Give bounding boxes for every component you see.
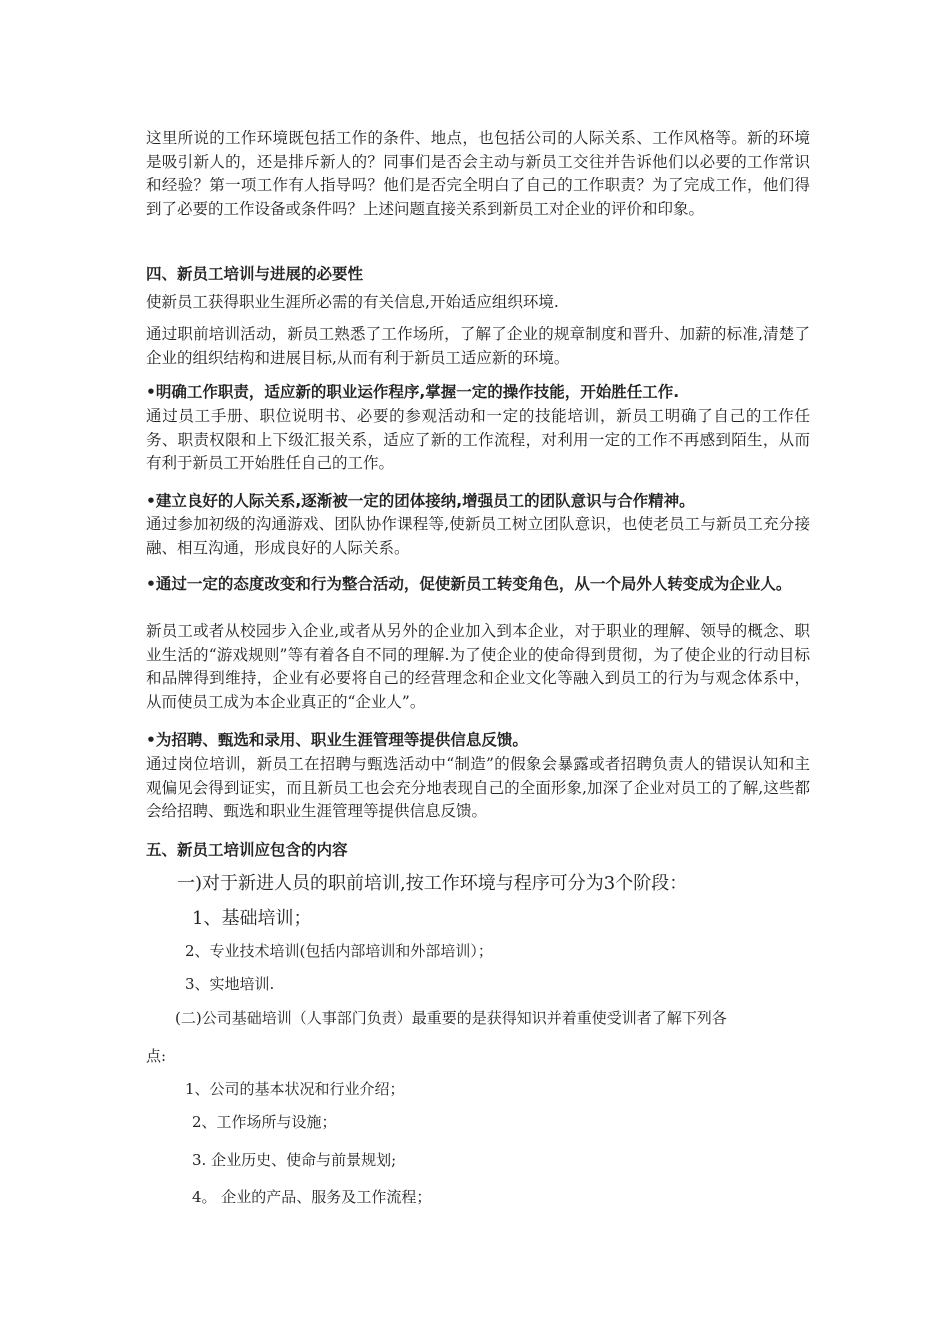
section-5-item-3: 3、实地培训. bbox=[185, 975, 275, 993]
bullet-2-text: 通过参加初级的沟通游戏、团队协作课程等,使新员工树立团队意识，也使老员工与新员工充分接融、相互沟通，形成良好的人际关系。 bbox=[146, 515, 810, 557]
intro-paragraph: 这里所说的工作环境既包括工作的条件、地点，也包括公司的人际关系、工作风格等。新的环境是吸引新人的，还是排斥新人的？同事们是否会主动与新员工交往并告诉他们以必要的工作常识和经验？第一项工作有人指导吗？他们是否完全明白了自己的工作职责？为了完成工作，他们得到了必要的工作设备或条件吗？上述问题直接关系到新员工对企业的评价和印象。 bbox=[146, 129, 810, 218]
bullet-4-text: 通过岗位培训，新员工在招聘与甄选活动中“制造”的假象会暴露或者招聘负责人的错误认知和主观偏见会得到证实，而且新员工也会充分地表现自己的全面形象,加深了企业对员工的了解,这些都会给招聘、甄选和职业生涯管理等提供信息反馈。 bbox=[146, 755, 810, 820]
section-5-sub-1: 1、公司的基本状况和行业介绍； bbox=[185, 1080, 405, 1098]
section-5-heading: 五、新员工培训应包含的内容 bbox=[146, 841, 348, 859]
section-5-sub-3: 3. 企业历史、使命与前景规划; bbox=[192, 1151, 397, 1169]
section-5-line-2: (二)公司基础培训（人事部门负责）最重要的是获得知识并着重使受训者了解下列各 bbox=[175, 1009, 727, 1027]
bullet-1-text: 通过员工手册、职位说明书、必要的参观活动和一定的技能培训，新员工明确了自己的工作任务、职责权限和上下级汇报关系，适应了新的工作流程，对利用一定的工作不再感到陌生，从而有利于新员工开始胜任自己的工作。 bbox=[146, 407, 810, 472]
bullet-1-heading: •明确工作职责，适应新的职业运作程序,掌握一定的操作技能，开始胜任工作. bbox=[146, 383, 680, 401]
bullet-3-text: 新员工或者从校园步入企业,或者从另外的企业加入到本企业，对于职业的理解、领导的概念、职业生活的“游戏规则”等有着各自不同的理解.为了使企业的使命得到贯彻，为了使企业的行动目标和品牌得到维持，企业有必要将自己的经营理念和企业文化等融入到员工的行为与观念体系中，从而使员工成为本企业真正的“企业人”。 bbox=[146, 622, 810, 711]
section-5-item-1: 1、基础培训； bbox=[192, 908, 312, 929]
section-4-paragraph-2: 通过职前培训活动，新员工熟悉了工作场所，了解了企业的规章制度和晋升、加薪的标准,清楚了企业的组织结构和进展目标,从而有利于新员工适应新的环境。 bbox=[146, 325, 810, 367]
section-4-heading: 四、新员工培训与进展的必要性 bbox=[146, 265, 364, 283]
section-5-sub-2: 2、工作场所与设施； bbox=[192, 1113, 337, 1131]
bullet-2-heading: •建立良好的人际关系,逐渐被一定的团体接纳,增强员工的团队意识与合作精神。 bbox=[146, 492, 695, 510]
bullet-4-heading: •为招聘、甄选和录用、职业生涯管理等提供信息反馈。 bbox=[146, 731, 528, 749]
section-4-paragraph-1: 使新员工获得职业生涯所必需的有关信息,开始适应组织环境. bbox=[146, 293, 559, 311]
section-5-line-1: 一)对于新进人员的职前培训,按工作环境与程序可分为3个阶段： bbox=[177, 873, 688, 894]
section-5-item-2: 2、专业技术培训(包括内部培训和外部培训）； bbox=[185, 942, 493, 960]
section-5-sub-4: 4。 企业的产品、服务及工作流程； bbox=[192, 1188, 432, 1206]
bullet-3-heading: •通过一定的态度改变和行为整合活动，促使新员工转变角色，从一个局外人转变成为企业人。 bbox=[146, 575, 792, 593]
section-5-line-2-continued: 点: bbox=[146, 1047, 167, 1065]
